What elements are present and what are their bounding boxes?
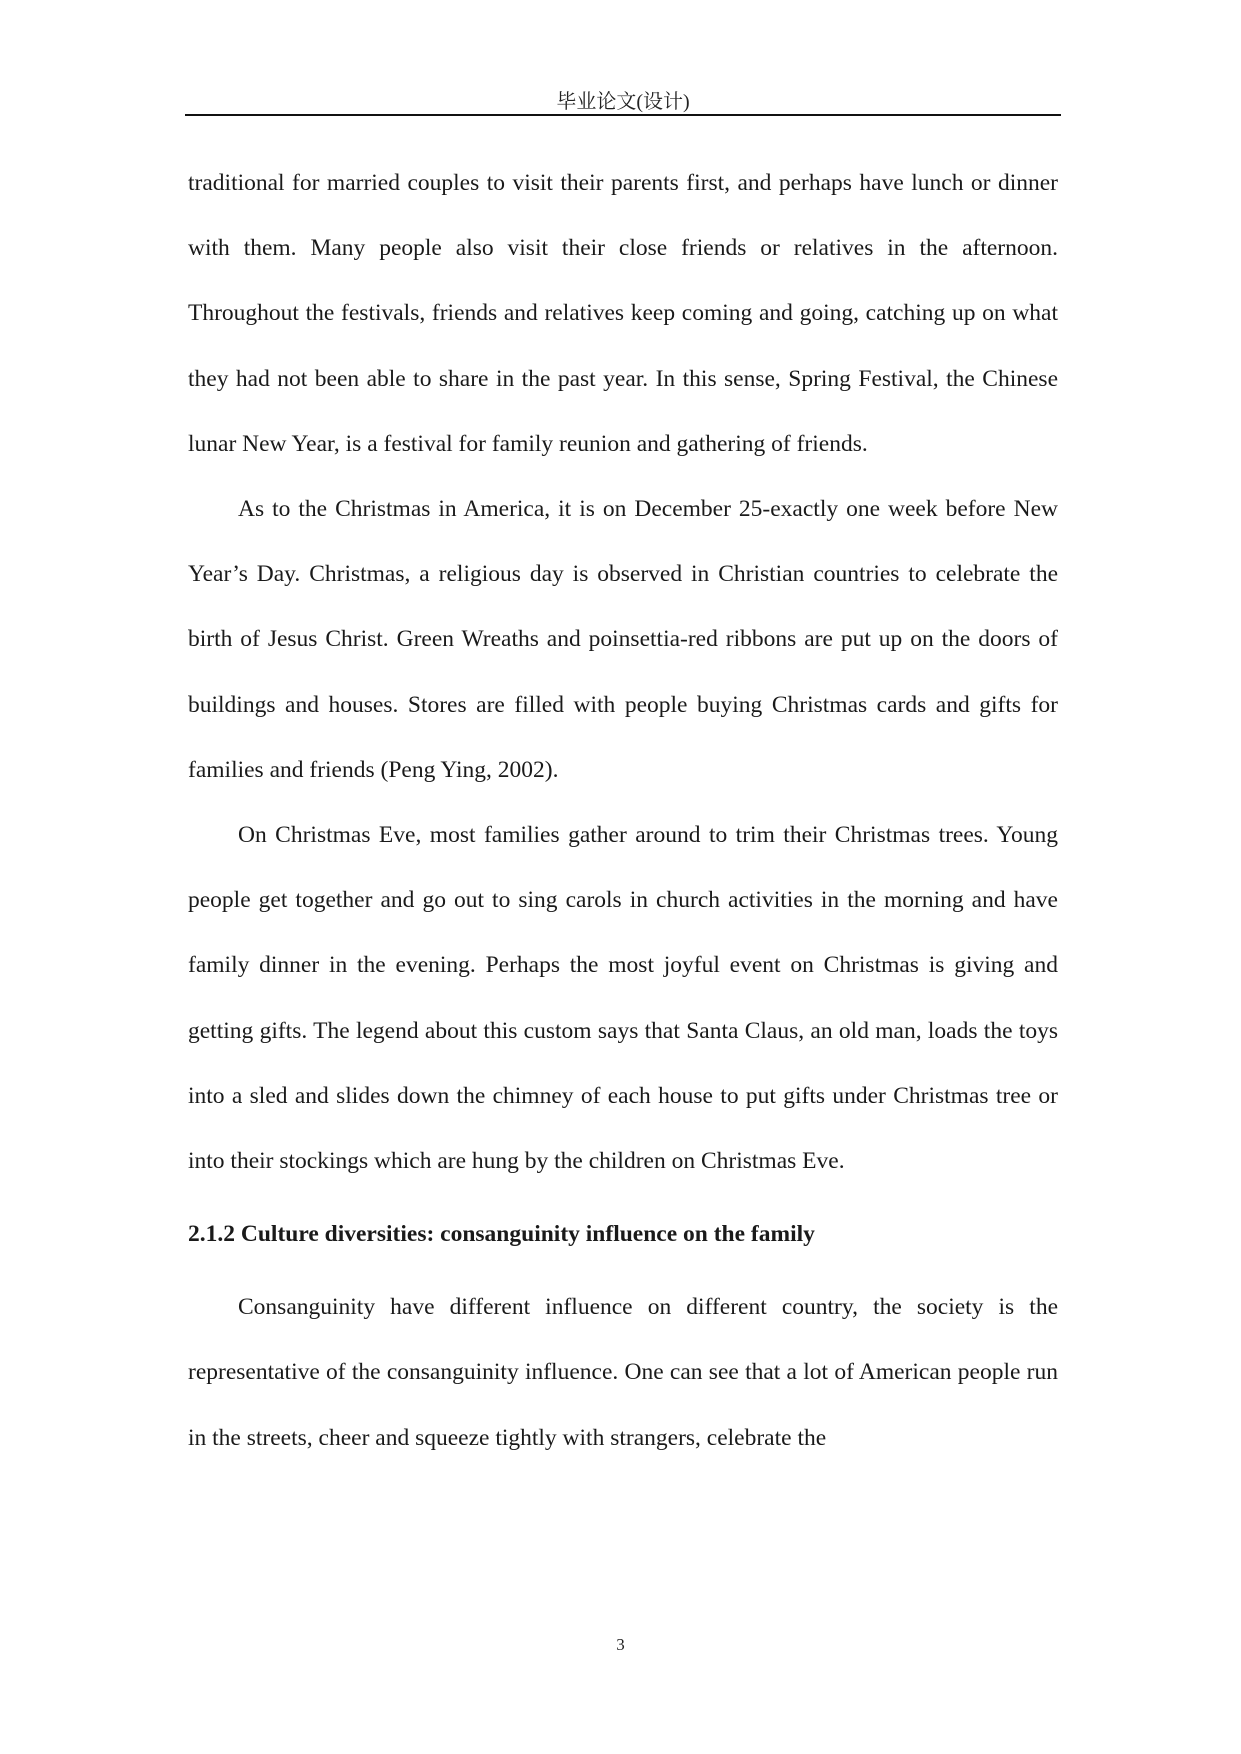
paragraph-christmas-america: As to the Christmas in America, it is on December 25-exactly one week before New Year’s Day. Christmas, a religious day is observed in Christian countries to celebrate the birth of Jesus Christ. Green Wreaths and poinsettia-red ribbons are put up on the doors of buildings and houses. Stores are filled with people buying Christmas cards and gifts for families and friends (Peng Ying, 2002).	[188, 496, 1058, 783]
section-heading: 2.1.2 Culture diversities: consanguinity influence on the family	[188, 1221, 815, 1248]
page-number: 3	[616, 1635, 625, 1654]
paragraph-christmas-eve: On Christmas Eve, most families gather around to trim their Christmas trees. Young people get together and go out to sing carols in church activities in the morning and have family dinner in the evening. Perhaps the most joyful event on Christmas is giving and getting gifts. The legend about this custom says that Santa Claus, an old man, loads the toys into a sled and slides down the chimney of each house to put gifts under Christmas tree or into their stockings which are hung by the children on Christmas Eve.	[188, 822, 1058, 1175]
paragraph-continued: traditional for married couples to visit their parents first, and perhaps have lunch or dinner with them. Many people also visit their close friends or relatives in the afternoon. Throughout the festivals, friends and relatives keep coming and going, catching up on what they had not been able to share in the past year. In this sense, Spring Festival, the Chinese lunar New Year, is a festival for family reunion and gathering of friends.	[188, 170, 1058, 457]
document-body	[188, 151, 1058, 1471]
header-divider	[185, 114, 1061, 116]
page-header: 毕业论文(设计)	[556, 91, 690, 113]
paragraph-consanguinity: Consanguinity have different influence on different country, the society is the representative of the consanguinity influence. One can see that a lot of American people run in the streets, cheer and squeeze tightly with strangers, celebrate the	[188, 1294, 1058, 1451]
